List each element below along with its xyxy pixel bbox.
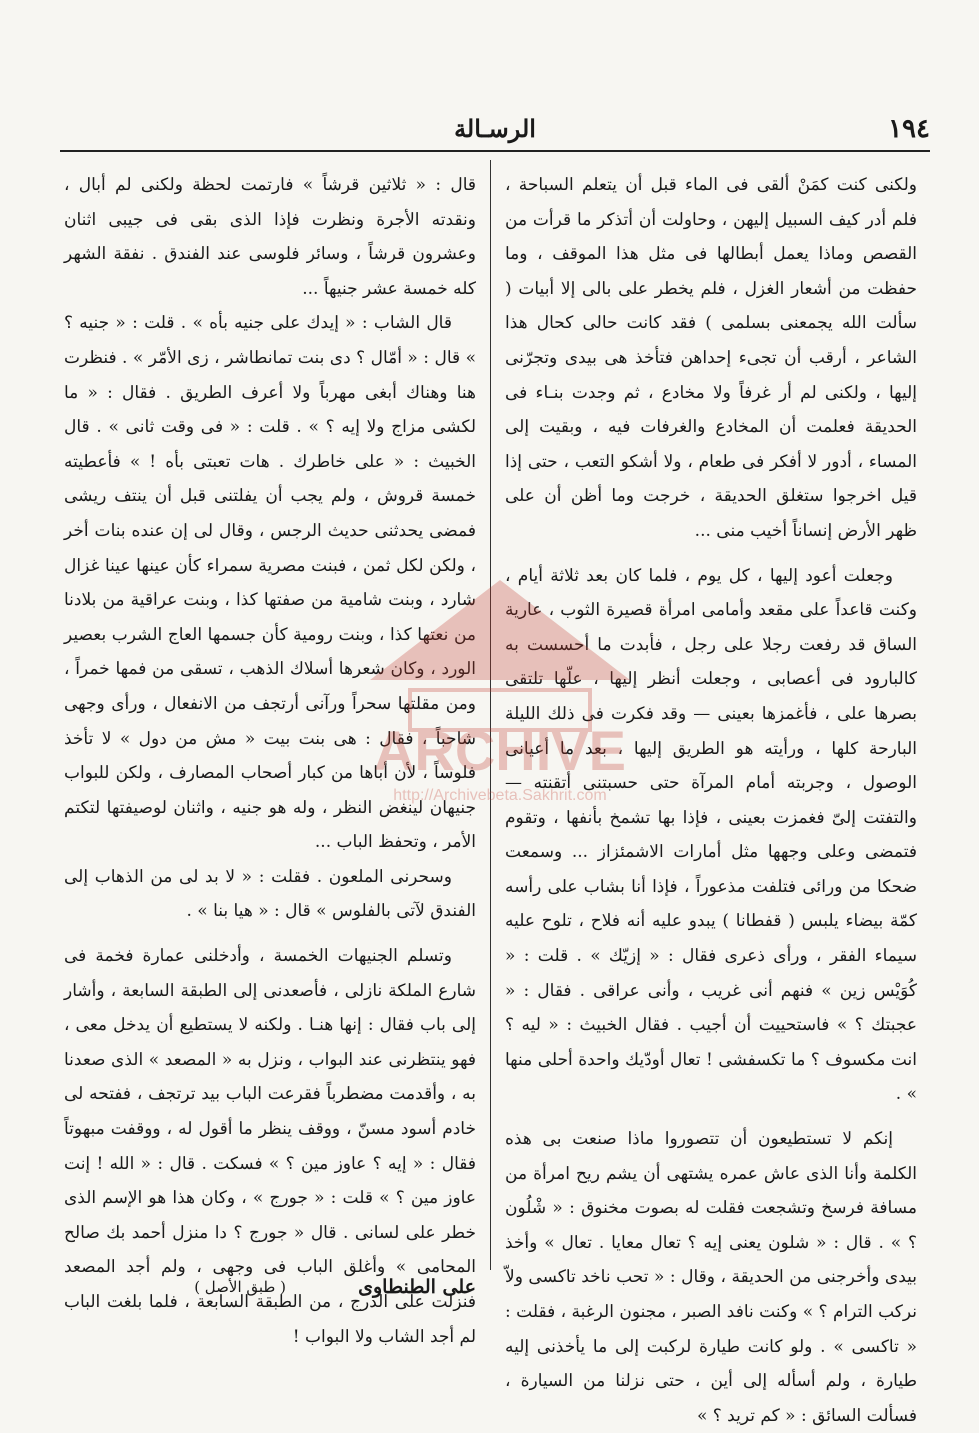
article-footer	[64, 1276, 476, 1312]
page-number: ١٩٤	[888, 114, 930, 144]
paragraph: وجعلت أعود إليها ، كل يوم ، فلما كان بعد ثلاثة أيام ، وكنت قاعداً على مقعد وأمامى امرأة قصيرة الثوب ، عارية الساق قد رفعت رجلا على رجل ، فأبدت ما أحسست به كالبارود فى أعصابى ، وجعلت أنظر إليها ، علّها تلتقى بصرها على ، فأغمزها بعينى — وقد فكرت فى ذلك الليلة البارحة كلها ، ورأيته هو الطريق إليها ، بعد ما أعيانى الوصول ، وجربته أمام المرآة حتى حسبتنى أتقنته — والتفتت إلىّ فغمزت بعينى ، فإذا بها تشمخ بأنفها ، وتقوم فتمضى وعلى وجهها مثل أمارات الاشمئزاز ... وسمعت ضحكا من ورائى فتلفت مذعوراً ، فإذا أنا بشاب على رأسه كمّة بيضاء يلبس ( قفطانا ) يبدو عليه أنه فلاح ، تلوح عليه سيماء الفقر ، ورأى ذعرى فقال : « إزيّك » . قلت : « كُوَيْس زين » فنهم أنى غريب ، وأنى عراقى . فقال : « عجبتك ؟ » فاستحييت أن أجيب . فقال الخبيث : « ليه ؟ انت مكسوف ؟ ما تكسفشى ! تعال أودّيك واحدة أحلى منها » .	[505, 565, 917, 1105]
right-column	[505, 168, 917, 1433]
left-column	[64, 168, 476, 1354]
paragraph: ولكنى كنت كمَنْ ألقى فى الماء قبل أن يتعلم السباحة ، فلم أدر كيف السبيل إليهن ، وحاولت أن أتذكر ما قرأت من القصص وماذا يعمل أبطالها فى مثل هذا الموقف ، وما حفظت من أشعار الغزل ، فلم يخطر على بالى إلا أبيات ( سألت الله يجمعنى بسلمى ) فقد كانت حالى كحال هذا الشاعر ، أرقب أن تجىء إحداهن فتأخذ هى بيدى وتجرّنى إليها ، ولكنى لم أر غرفاً ولا مخادع ، ثم وجدت بنـاء فى الحديقة فعلمت أن المخادع والغرفات فيه ، وبقيت إلى المساء ، أدور لا أفكر فى طعام ، ولا أشكو التعب ، حتى إذا قيل اخرجوا ستغلق الحديقة ، خرجت وما أظن أن على ظهر الأرض إنساناً أخيب منى ...	[505, 175, 917, 541]
paragraph: وسحرنى الملعون . فقلت : « لا بد لى من الذهاب إلى الفندق لآتى بالفلوس » قال : « هيا بنا » .	[64, 866, 476, 922]
column-divider	[490, 160, 491, 1270]
magazine-title: الرسـالة	[454, 114, 536, 143]
watermark-brand: ARCHIVE	[373, 719, 627, 782]
footer-note: ( طبق الأصل )	[194, 1278, 286, 1296]
watermark-url: http://Archivebeta.Sakhrit.com	[393, 787, 607, 804]
paragraph: قال الشاب : « إيدك على جنيه بأه » . قلت : « جنيه ؟ » قال : « أمّال ؟ دى بنت تمانطاشر ، زى الأمّر » . فنظرت هنا وهناك أبغى مهرباً ولا أعرف الطريق . فقال : « ما لكشى مزاج ولا إيه ؟ » . قلت : « فى وقت ثانى » . قال الخبيث : « على خاطرك . هات تعبتى بأه ! » فأعطيته خمسة قروش ، ولم يجب أن يفلتنى قبل أن ينتف ريشى فمضى يحدثنى حديث الرجس ، وقال لى إن عنده بنات أخر ، ولكن لكل ثمن ، فبنت مصرية سمراء كأن عينها عينا غزال شارد ، وبنت شامية من صفتها كذا ، وبنت عراقية من بلادنا من نعتها كذا ، وبنت رومية كأن جسمها العاج الشرب بعصير الورد ، وكان شعرها أسلاك الذهب ، تسقى من فمها خمراً ، ومن مقلتها سحراً ورآنى أرتجف من الانفعال ، ورأى وجهى شاحباً ، فقال : هى بنت بيت « مش من دول » لا تأخذ فلوساً ، لأن أباها من كبار أصحاب المصارف ، ولكن للبواب جنيهان لينغض النظر ، وله هو جنيه ، واثنان لوصيفتها لتكتم الأمر ، وتحفظ الباب ...	[64, 313, 476, 853]
header-rule	[60, 150, 930, 152]
paragraph: وتسلم الجنيهات الخمسة ، وأدخلنى عمارة فخمة فى شارع الملكة نازلى ، فأصعدنى إلى الطبقة السابعة ، وأشار إلى باب فقال : إنها هنـا . ولكنه لا يستطيع أن يدخل معى ، فهو ينتظرنى عند البواب ، ونزل به « المصعد » الذى صعدنا به ، وأقدمت مضطرباً فقرعت الباب بيد ترتجف ، ففتحه لى خادم أسود مسنّ ، ووقف ينظر ما أقول له ، ووقفت مبهوتاً فقال : « إيه ؟ عاوز مين ؟ » فسكت . قال : « الله ! إنت عاوز مين ؟ » قلت : « جورج » ، وكان هذا هو الإسم الذى خطر على لسانى . قال « جورج ؟ دا منزل أحمد بك صالح المحامى » وأغلق الباب فى وجهى ، ولم أجد المصعد فنزلت على الدرج ، من الطبقة السابعة ، فلما بلغت الباب لم أجد الشاب ولا البواب !	[64, 946, 476, 1347]
paragraph: إنكم لا تستطيعون أن تتصوروا ماذا صنعت بى هذه الكلمة وأنا الذى عاش عمره يشتهى أن يشم ريح امرأة من مسافة فرسخ وتشجعت فقلت له بصوت مخنوق : « شْلُون ؟ » . قال : « شلون يعنى إيه ؟ تعال معايا . تعال » وأخذ بيدى وأخرجنى من الحديقة ، وقال : « تحب ناخد تاكسى ولاّ نركب الترام ؟ » وكنت نافد الصبر ، مجنون الرغبة ، فقلت : « تاكسى » . ولو كانت طيارة لركبت إلى ما يأخذنى إليه طيارة ، ولم أسأله إلى أين ، حتى نزلنا من السيارة ، فسألت السائق : « كم تريد ؟ »	[505, 1129, 918, 1426]
paragraph: قال : « ثلاثين قرشاً » فارتمت لحظة ولكنى لم أبال ، ونقدته الأجرة ونظرت فإذا الذى بقى فى جيبى اثنان وعشرون قرشاً ، وسائر فلوسى عند الفندق . نفقة الشهر كله خمسة عشر جنيهاً ...	[64, 175, 476, 299]
author-signature: على الطنطاوى	[358, 1276, 476, 1298]
page-header	[60, 112, 930, 152]
